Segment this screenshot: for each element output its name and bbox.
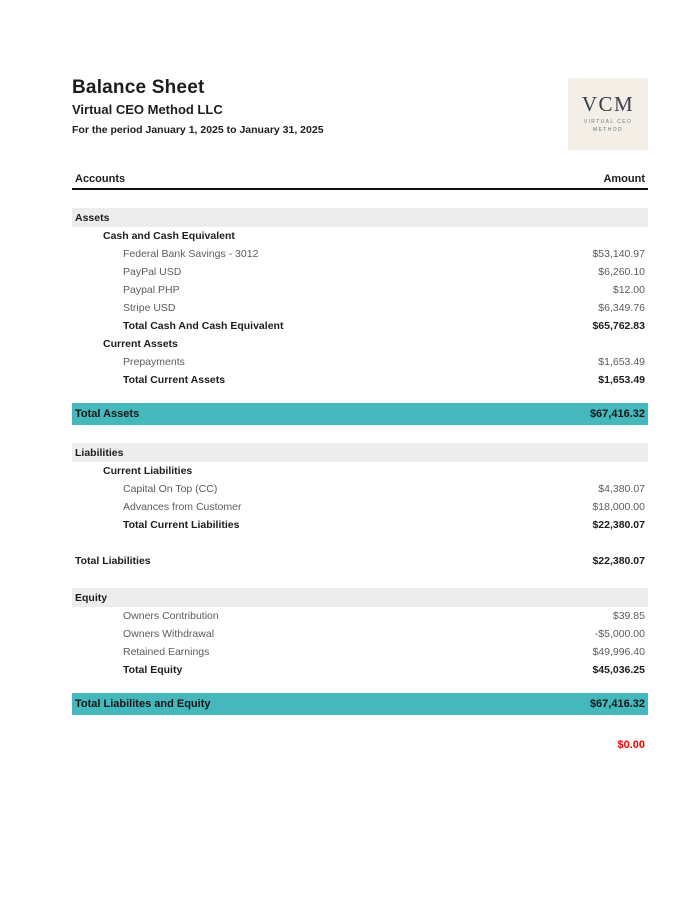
- total-row-current-assets: [72, 371, 648, 389]
- section-row-assets: [72, 208, 648, 227]
- account-amount: $1,653.49: [598, 356, 645, 368]
- column-header-accounts: Accounts: [75, 173, 126, 185]
- account-row-paypal-php: [72, 281, 648, 299]
- grand-total-amount: $67,416.32: [589, 698, 645, 710]
- section-label: Equity: [75, 591, 108, 604]
- column-header-amount: Amount: [603, 173, 645, 185]
- account-amount: $53,140.97: [592, 248, 645, 260]
- subsection-label: Current Assets: [103, 338, 178, 350]
- account-label: Federal Bank Savings - 3012: [123, 248, 259, 260]
- report-header: [72, 78, 648, 150]
- total-amount: $22,380.07: [592, 519, 645, 531]
- total-row-equity: [72, 661, 648, 679]
- total-label: Total Current Assets: [123, 374, 226, 386]
- account-row-retained-earnings: [72, 643, 648, 661]
- section-label: Assets: [75, 211, 110, 224]
- account-amount: -$5,000.00: [594, 628, 645, 640]
- subsection-label: Current Liabilities: [103, 465, 193, 477]
- report-period: For the period January 1, 2025 to January 31, 2025: [72, 123, 324, 136]
- subsection-label: Cash and Cash Equivalent: [103, 230, 235, 242]
- total-label: Total Liabilities: [75, 555, 151, 567]
- grand-total-bar-assets: [72, 403, 648, 425]
- logo-subtitle-line1: VIRTUAL CEO: [583, 119, 633, 125]
- subsection-row-cash: [72, 227, 648, 245]
- total-label: Total Equity: [123, 664, 183, 676]
- total-label: Total Cash And Cash Equivalent: [123, 320, 284, 332]
- title-block: [72, 78, 324, 136]
- total-row-cash-equivalent: [72, 317, 648, 335]
- account-label: Capital On Top (CC): [123, 483, 218, 495]
- section-label: Liabilities: [75, 446, 124, 459]
- logo-acronym: VCM: [581, 92, 635, 116]
- account-amount: $4,380.07: [598, 483, 645, 495]
- section-row-liabilities: [72, 443, 648, 462]
- account-row-paypal-usd: [72, 263, 648, 281]
- account-label: PayPal USD: [123, 266, 182, 278]
- table-column-header: [72, 173, 648, 190]
- balance-check-row: [72, 739, 648, 751]
- account-row-owners-withdrawal: [72, 625, 648, 643]
- balance-check-amount: $0.00: [617, 739, 645, 751]
- account-row-stripe-usd: [72, 299, 648, 317]
- account-amount: $12.00: [612, 284, 645, 296]
- account-row-federal-bank-savings: [72, 245, 648, 263]
- total-label: Total Current Liabilities: [123, 519, 240, 531]
- account-label: Owners Withdrawal: [123, 628, 215, 640]
- account-amount: $6,260.10: [598, 266, 645, 278]
- logo-subtitle-line2: METHOD: [592, 126, 624, 133]
- account-label: Prepayments: [123, 356, 185, 368]
- account-amount: $6,349.76: [598, 302, 645, 314]
- grand-total-amount: $67,416.32: [589, 408, 645, 420]
- total-row-liabilities: [72, 552, 648, 570]
- account-amount: $39.85: [612, 610, 645, 622]
- company-logo: [568, 78, 648, 150]
- total-amount: $65,762.83: [592, 320, 645, 332]
- account-label: Retained Earnings: [123, 646, 210, 658]
- account-row-advances-from-customer: [72, 498, 648, 516]
- account-row-capital-on-top: [72, 480, 648, 498]
- account-label: Owners Contribution: [123, 610, 219, 622]
- subsection-row-current-liabilities: [72, 462, 648, 480]
- account-row-owners-contribution: [72, 607, 648, 625]
- total-row-current-liabilities: [72, 516, 648, 534]
- total-amount: $22,380.07: [592, 555, 645, 567]
- grand-total-label: Total Assets: [75, 408, 140, 420]
- grand-total-bar-liabilities-equity: [72, 693, 648, 715]
- account-label: Stripe USD: [123, 302, 176, 314]
- grand-total-label: Total Liabilites and Equity: [75, 698, 211, 710]
- total-amount: $45,036.25: [592, 664, 645, 676]
- total-amount: $1,653.49: [598, 374, 645, 386]
- account-amount: $18,000.00: [592, 501, 645, 513]
- account-label: Paypal PHP: [123, 284, 180, 296]
- company-name: Virtual CEO Method LLC: [72, 101, 223, 117]
- section-row-equity: [72, 588, 648, 607]
- account-row-prepayments: [72, 353, 648, 371]
- subsection-row-current-assets: [72, 335, 648, 353]
- page-title: Balance Sheet: [72, 77, 205, 98]
- account-label: Advances from Customer: [123, 501, 242, 513]
- account-amount: $49,996.40: [592, 646, 645, 658]
